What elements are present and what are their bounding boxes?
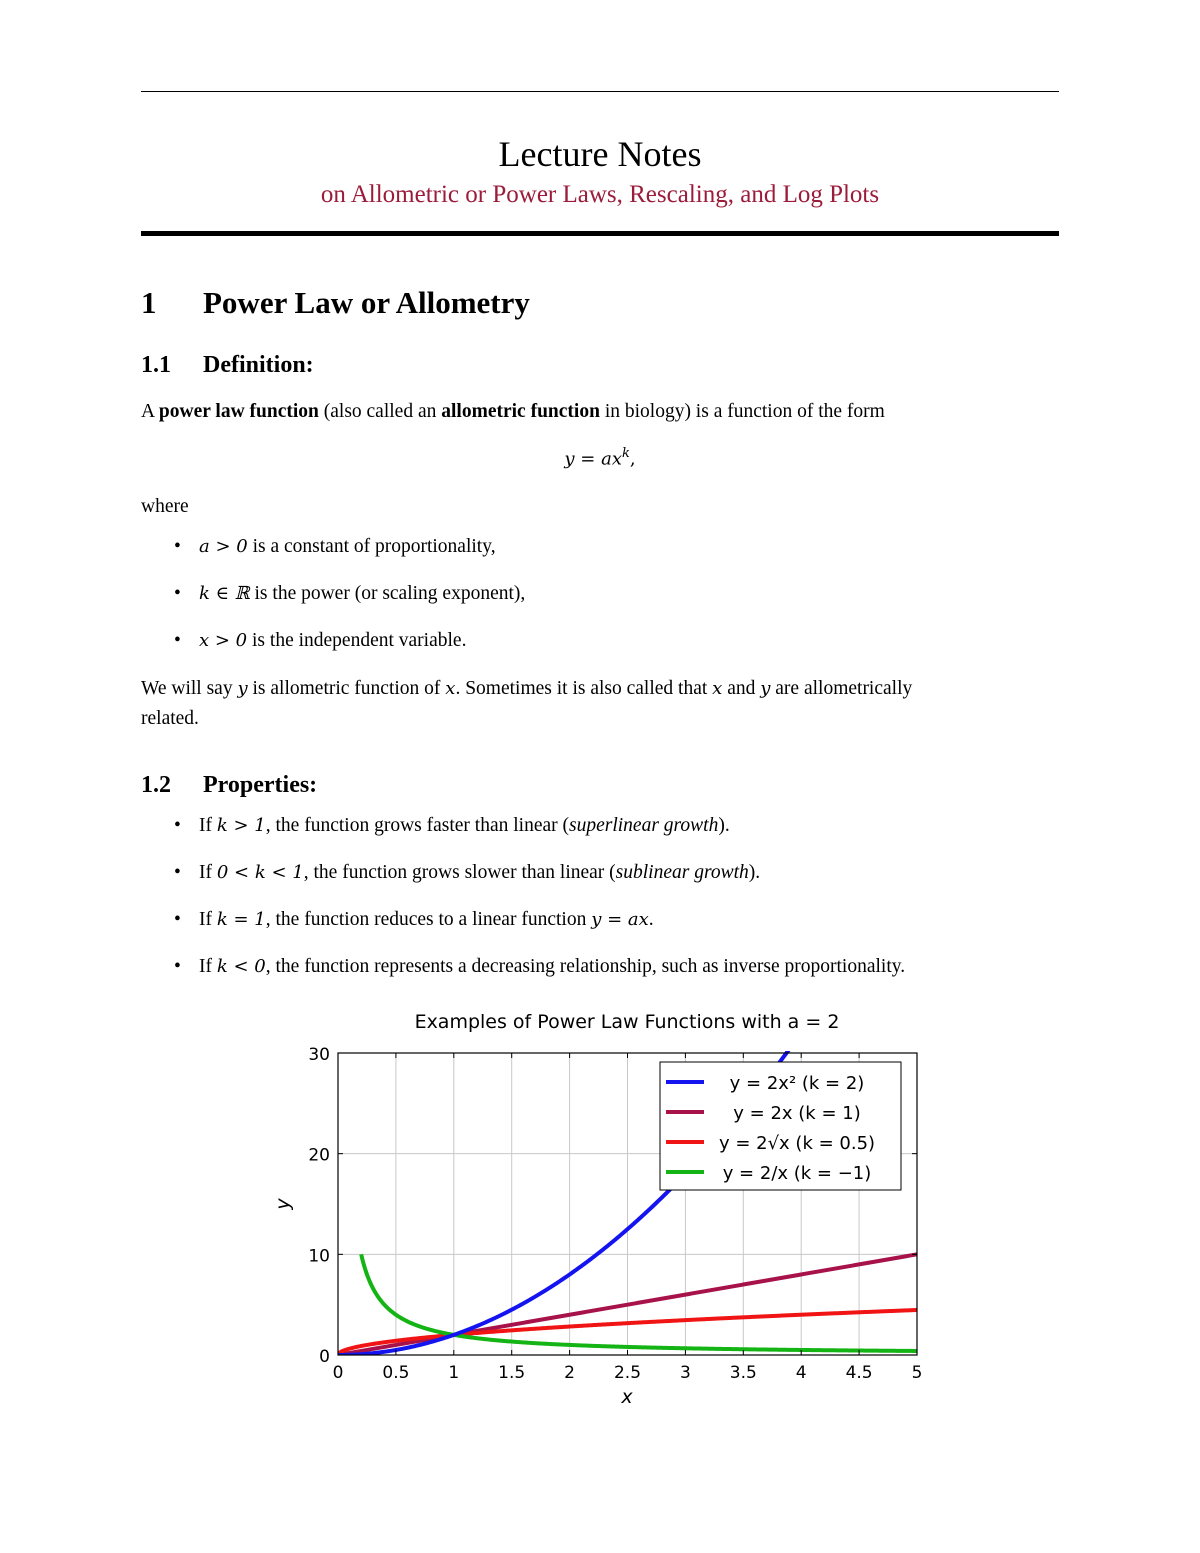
subsection-number: 1.1 [141, 352, 171, 378]
subsection-title: Properties: [203, 772, 318, 798]
math-run: y = ax [591, 909, 649, 930]
italic-run: sublinear growth [615, 862, 749, 883]
eq-equals: = [574, 448, 602, 470]
list-item [178, 630, 466, 652]
math-run: y [237, 678, 248, 699]
math-run: k = 1 [216, 909, 266, 930]
allometric-closing-paragraph [141, 674, 1061, 734]
text-run: . [648, 909, 654, 930]
x-tick-label: 1.5 [498, 1363, 526, 1383]
text-run: and [722, 678, 761, 699]
subsection-heading-definition [141, 349, 314, 381]
top-rule [141, 91, 1059, 92]
chart-title: Examples of Power Law Functions with a = 2 [414, 1011, 840, 1033]
math-run: x [712, 678, 723, 699]
text-run: , the function reduces to a linear function [265, 909, 592, 930]
y-tick-label: 30 [308, 1045, 330, 1065]
x-tick-label: 3 [679, 1363, 691, 1383]
x-tick-label: 5 [911, 1363, 923, 1383]
subsection-number: 1.2 [141, 772, 171, 798]
x-tick-label: 3.5 [729, 1363, 757, 1383]
legend-label: y = 2√x (k = 0.5) [718, 1133, 876, 1154]
text-run: ). [718, 815, 730, 836]
text-run: If [199, 862, 217, 883]
list-item [178, 815, 730, 837]
document-subtitle: on Allometric or Power Laws, Rescaling, and Log Plots [320, 181, 880, 208]
section-title: Power Law or Allometry [203, 285, 530, 320]
text-run: are allometrically [770, 678, 913, 699]
subsection-title: Definition: [203, 352, 314, 378]
legend-label: y = 2/x (k = −1) [722, 1163, 872, 1184]
section-number: 1 [141, 285, 157, 320]
y-tick-label: 20 [308, 1145, 330, 1166]
list-item [178, 583, 525, 605]
x-tick-label: 2.5 [613, 1363, 642, 1383]
text-run: . Sometimes it is also called that [455, 678, 713, 699]
document-title: Lecture Notes [498, 134, 702, 174]
math-run: k ∈ ℝ [199, 583, 250, 604]
text-run: related. [141, 708, 199, 729]
y-tick-label: 0 [319, 1347, 330, 1367]
text-run: in biology) is a function of the form [599, 401, 885, 422]
y-axis-label: y [272, 1198, 294, 1210]
power-law-chart [0, 1000, 1200, 1440]
text-run: , the function grows slower than linear ( [303, 862, 616, 883]
bold-term: allometric function [441, 401, 600, 422]
text-run: , the function grows faster than linear ( [265, 815, 569, 836]
power-law-equation [0, 446, 1200, 470]
text-run: is allometric function of [247, 678, 446, 699]
x-tick-label: 1 [448, 1363, 460, 1383]
math-run: x > 0 [199, 630, 248, 651]
eq-exponent: k [621, 446, 630, 461]
math-run: x [445, 678, 456, 699]
bold-term: power law function [158, 401, 319, 422]
subsection-heading-properties [141, 769, 317, 801]
eq-comma: , [629, 448, 636, 470]
x-tick-label: 0 [332, 1363, 344, 1383]
chart-legend [660, 1062, 901, 1190]
list-item [178, 536, 496, 558]
where-label: where [141, 496, 189, 517]
x-tick-label: 0.5 [382, 1363, 410, 1383]
math-run: k < 0 [216, 956, 266, 977]
text-run: is the independent variable. [247, 630, 467, 651]
math-run: a > 0 [199, 536, 248, 557]
legend-label: y = 2x (k = 1) [733, 1103, 861, 1124]
x-tick-label: 4 [795, 1363, 807, 1383]
section-heading [141, 282, 530, 324]
text-run: If [199, 815, 217, 836]
x-axis-label: x [621, 1386, 633, 1408]
list-item [178, 909, 654, 931]
math-run: 0 < k < 1 [216, 862, 304, 883]
text-run: (also called an [318, 401, 442, 422]
title-underline-rule [141, 231, 1059, 236]
text-run: ). [748, 862, 761, 883]
text-run: is a constant of proportionality, [247, 536, 496, 557]
italic-run: superlinear growth [569, 815, 719, 836]
definition-paragraph [141, 397, 1061, 427]
eq-y: y [564, 448, 575, 470]
text-run: If [199, 909, 217, 930]
y-tick-label: 10 [308, 1246, 330, 1267]
text-run: If [199, 956, 217, 977]
text-run: is the power (or scaling exponent), [249, 583, 526, 604]
list-item [178, 862, 760, 884]
x-tick-label: 4.5 [845, 1363, 873, 1383]
list-item [178, 956, 905, 978]
text-run: A [141, 401, 159, 422]
math-run: y [760, 678, 771, 699]
text-run: , the function represents a decreasing relationship, such as inverse proportionality. [265, 956, 906, 977]
math-run: k > 1 [216, 815, 266, 836]
x-tick-label: 2 [564, 1363, 576, 1383]
legend-label: y = 2x² (k = 2) [729, 1073, 865, 1094]
text-run: We will say [141, 678, 238, 699]
eq-ax: ax [601, 448, 622, 470]
